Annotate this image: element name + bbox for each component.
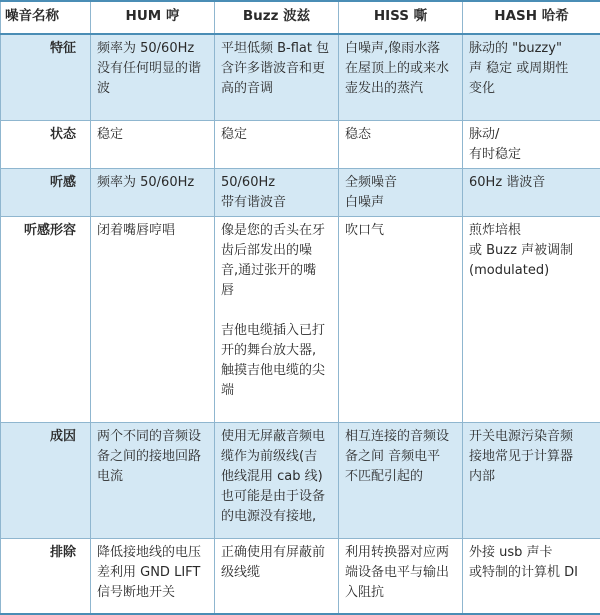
row-label-description: 听感形容 (1, 216, 91, 422)
cell-features-hash: 脉动的 "buzzy" 声 稳定 或周期性 变化 (463, 34, 600, 120)
header-row (1, 1, 600, 34)
header-noise-name: 噪音名称 (1, 1, 91, 34)
row-hearing (1, 168, 600, 216)
cell-description-hum: 闭着嘴唇哼唱 (91, 216, 215, 422)
cell-description-buzz: 像是您的舌头在牙 齿后部发出的噪 音,通过张开的嘴 唇 吉他电缆插入已打 开的舞台放大器, 触摸吉他电缆的尖 端 (215, 216, 339, 422)
cell-removal-hum: 降低接地线的电压 差利用 GND LIFT 信号断地开关 (91, 538, 215, 614)
cell-features-hum: 频率为 50/60Hz 没有任何明显的谐 波 (91, 34, 215, 120)
cell-cause-hum: 两个不同的音频设 备之间的接地回路 电流 (91, 422, 215, 538)
cell-hearing-buzz: 50/60Hz 带有谐波音 (215, 168, 339, 216)
row-label-state: 状态 (1, 120, 91, 168)
row-label-removal: 排除 (1, 538, 91, 614)
row-cause (1, 422, 600, 538)
cell-state-hash: 脉动/ 有时稳定 (463, 120, 600, 168)
header-hiss: HISS 嘶 (339, 1, 463, 34)
cell-cause-hiss: 相互连接的音频设 备之间 音频电平 不匹配引起的 (339, 422, 463, 538)
row-label-features: 特征 (1, 34, 91, 120)
cell-removal-buzz: 正确使用有屏蔽前 级线缆 (215, 538, 339, 614)
cell-hearing-hum: 频率为 50/60Hz (91, 168, 215, 216)
header-hum: HUM 哼 (91, 1, 215, 34)
header-hash: HASH 哈希 (463, 1, 600, 34)
cell-cause-hash: 开关电源污染音频 接地常见于计算器 内部 (463, 422, 600, 538)
cell-hearing-hiss: 全频噪音 白噪声 (339, 168, 463, 216)
cell-hearing-hash: 60Hz 谐波音 (463, 168, 600, 216)
cell-description-hiss: 吹口气 (339, 216, 463, 422)
cell-state-hum: 稳定 (91, 120, 215, 168)
cell-state-hiss: 稳态 (339, 120, 463, 168)
header-buzz: Buzz 波兹 (215, 1, 339, 34)
cell-features-hiss: 白噪声,像雨水落 在屋顶上的或来水 壶发出的蒸汽 (339, 34, 463, 120)
row-label-cause: 成因 (1, 422, 91, 538)
cell-description-hash: 煎炸培根 或 Buzz 声被调制 (modulated) (463, 216, 600, 422)
row-removal (1, 538, 600, 614)
row-features (1, 34, 600, 120)
cell-cause-buzz: 使用无屏蔽音频电 缆作为前级线(吉 他线混用 cab 线) 也可能是由于设备 的电源没有接地, (215, 422, 339, 538)
cell-removal-hiss: 利用转换器对应两 端设备电平与输出 入阻抗 (339, 538, 463, 614)
cell-state-buzz: 稳定 (215, 120, 339, 168)
row-state (1, 120, 600, 168)
cell-features-buzz: 平坦低频 B-flat 包 含许多谐波音和更 高的音调 (215, 34, 339, 120)
row-label-hearing: 听感 (1, 168, 91, 216)
row-description (1, 216, 600, 422)
cell-removal-hash: 外接 usb 声卡 或特制的计算机 DI (463, 538, 600, 614)
